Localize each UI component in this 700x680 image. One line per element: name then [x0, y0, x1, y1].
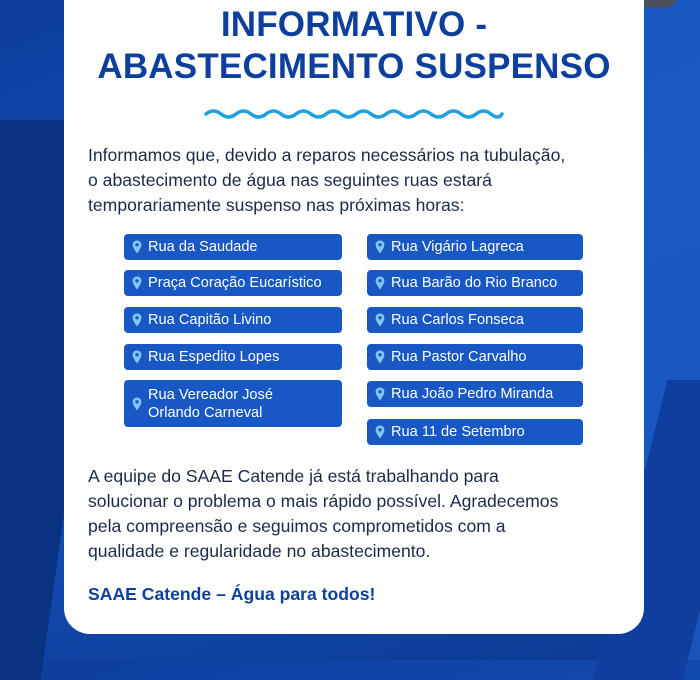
street-label: Rua da Saudade: [148, 239, 258, 255]
street-label: Rua Capitão Livino: [148, 312, 272, 328]
map-pin-icon: [132, 313, 142, 327]
intro-line-2: o abastecimento de água nas seguintes ruas estará: [88, 170, 492, 190]
street-label: Rua Pastor Carvalho: [391, 349, 527, 365]
street-label: Rua Barão do Rio Branco: [391, 275, 558, 291]
street-item: [367, 307, 583, 333]
map-pin-icon: [375, 276, 385, 290]
map-pin-icon: [375, 313, 385, 327]
street-item: [124, 234, 342, 260]
closing-line-3: pela compreensão e seguimos comprometidos com a: [88, 516, 506, 536]
street-label: Rua 11 de Setembro: [391, 424, 525, 440]
street-label: Rua Espedito Lopes: [148, 349, 280, 365]
street-label: Rua Carlos Fonseca: [391, 312, 525, 328]
street-label: Rua João Pedro Miranda: [391, 386, 554, 402]
closing-line-1: A equipe do SAAE Catende já está trabalhando para: [88, 466, 499, 486]
wave-divider-icon: [204, 107, 504, 121]
map-pin-icon: [375, 350, 385, 364]
street-item: [367, 381, 583, 407]
map-pin-icon: [375, 240, 385, 254]
intro-line-1: Informamos que, devido a reparos necessários na tubulação,: [88, 145, 566, 165]
street-item: [124, 270, 342, 296]
title-line-2: ABASTECIMENTO SUSPENSO: [97, 47, 611, 86]
street-item: [124, 380, 342, 427]
map-pin-icon: [375, 425, 385, 439]
street-label: Rua Vereador José Orlando Carneval: [148, 386, 273, 421]
street-item: [367, 270, 583, 296]
street-label: Praça Coração Eucarístico: [148, 275, 322, 291]
map-pin-icon: [132, 240, 142, 254]
notice-card: [64, 0, 644, 634]
map-pin-icon: [132, 350, 142, 364]
map-pin-icon: [375, 387, 385, 401]
intro-paragraph: [88, 143, 612, 218]
street-item: [367, 344, 583, 370]
street-item: [367, 419, 583, 445]
closing-paragraph: [88, 464, 612, 564]
map-pin-icon: [132, 276, 142, 290]
street-item: [367, 234, 583, 260]
intro-line-3: temporariamente suspenso nas próximas horas:: [88, 195, 465, 215]
street-label: Rua Vigário Lagreca: [391, 239, 524, 255]
signature-text: SAAE Catende – Água para todos!: [88, 584, 376, 604]
closing-line-2: solucionar o problema o mais rápido possível. Agradecemos: [88, 491, 559, 511]
street-item: [124, 307, 342, 333]
title-line-1: INFORMATIVO -: [220, 5, 488, 44]
street-item: [124, 344, 342, 370]
closing-line-4: qualidade e regularidade no abastecimento.: [88, 541, 431, 561]
map-pin-icon: [132, 397, 142, 411]
